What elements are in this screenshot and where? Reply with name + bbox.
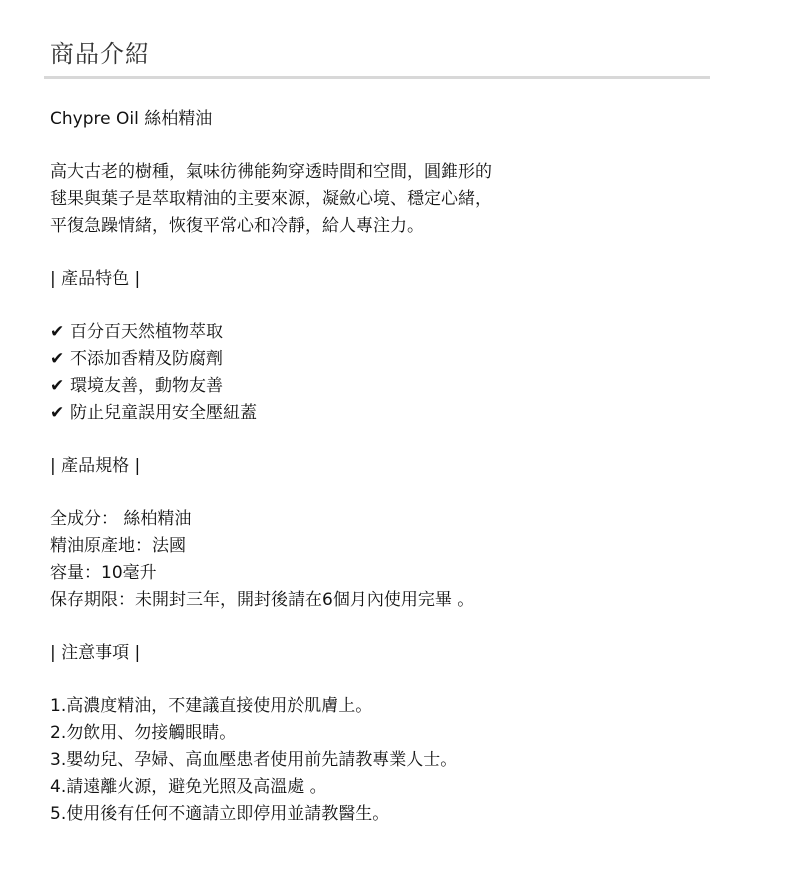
section-title: 商品介紹 [50, 40, 150, 68]
spacer [50, 133, 730, 159]
section-header [44, 38, 710, 79]
spec-item: 保存期限：未開封三年，開封後請在6個月內使用完畢 。 [50, 590, 475, 610]
note-item: 4.請遠離火源，避免光照及高溫處 。 [50, 777, 327, 797]
check-icon: ✔ [50, 322, 65, 342]
description-content [50, 106, 730, 828]
check-icon: ✔ [50, 403, 65, 423]
feature-item [50, 319, 730, 346]
product-name: Chypre Oil 絲柏精油 [50, 109, 213, 129]
feature-text: 防止兒童誤用安全壓紐蓋 [70, 403, 257, 423]
spacer [50, 480, 730, 506]
spec-item: 容量：10毫升 [50, 563, 157, 583]
feature-text: 環境友善，動物友善 [70, 376, 223, 396]
specs-list [50, 506, 730, 614]
intro-line: 平復急躁情緒，恢復平常心和冷靜，給人專注力。 [50, 216, 424, 236]
feature-item [50, 400, 730, 427]
spacer [50, 293, 730, 319]
feature-text: 不添加香精及防腐劑 [70, 349, 223, 369]
specs-heading: | 產品規格 | [50, 456, 141, 476]
spec-item: 精油原產地：法國 [50, 536, 186, 556]
notes-heading: | 注意事項 | [50, 643, 141, 663]
feature-item [50, 373, 730, 400]
feature-item [50, 346, 730, 373]
note-item: 5.使用後有任何不適請立即停用並請教醫生。 [50, 804, 390, 824]
feature-text: 百分百天然植物萃取 [70, 322, 223, 342]
intro-line: 高大古老的樹種，氣味彷彿能夠穿透時間和空間，圓錐形的 [50, 162, 492, 182]
features-list [50, 319, 730, 427]
check-icon: ✔ [50, 349, 65, 369]
note-item: 1.高濃度精油，不建議直接使用於肌膚上。 [50, 696, 373, 716]
spacer [50, 614, 730, 640]
check-icon: ✔ [50, 376, 65, 396]
spacer [50, 667, 730, 693]
note-item: 2.勿飲用、勿接觸眼睛。 [50, 723, 237, 743]
intro-line: 毬果與葉子是萃取精油的主要來源，凝斂心境、穩定心緒， [50, 189, 492, 209]
notes-list [50, 693, 730, 828]
features-heading: | 產品特色 | [50, 269, 141, 289]
note-item: 3.嬰幼兒、孕婦、高血壓患者使用前先請教專業人士。 [50, 750, 458, 770]
intro-paragraph [50, 159, 730, 240]
spacer [50, 427, 730, 453]
spec-item: 全成分： 絲柏精油 [50, 509, 192, 529]
spacer [50, 240, 730, 266]
